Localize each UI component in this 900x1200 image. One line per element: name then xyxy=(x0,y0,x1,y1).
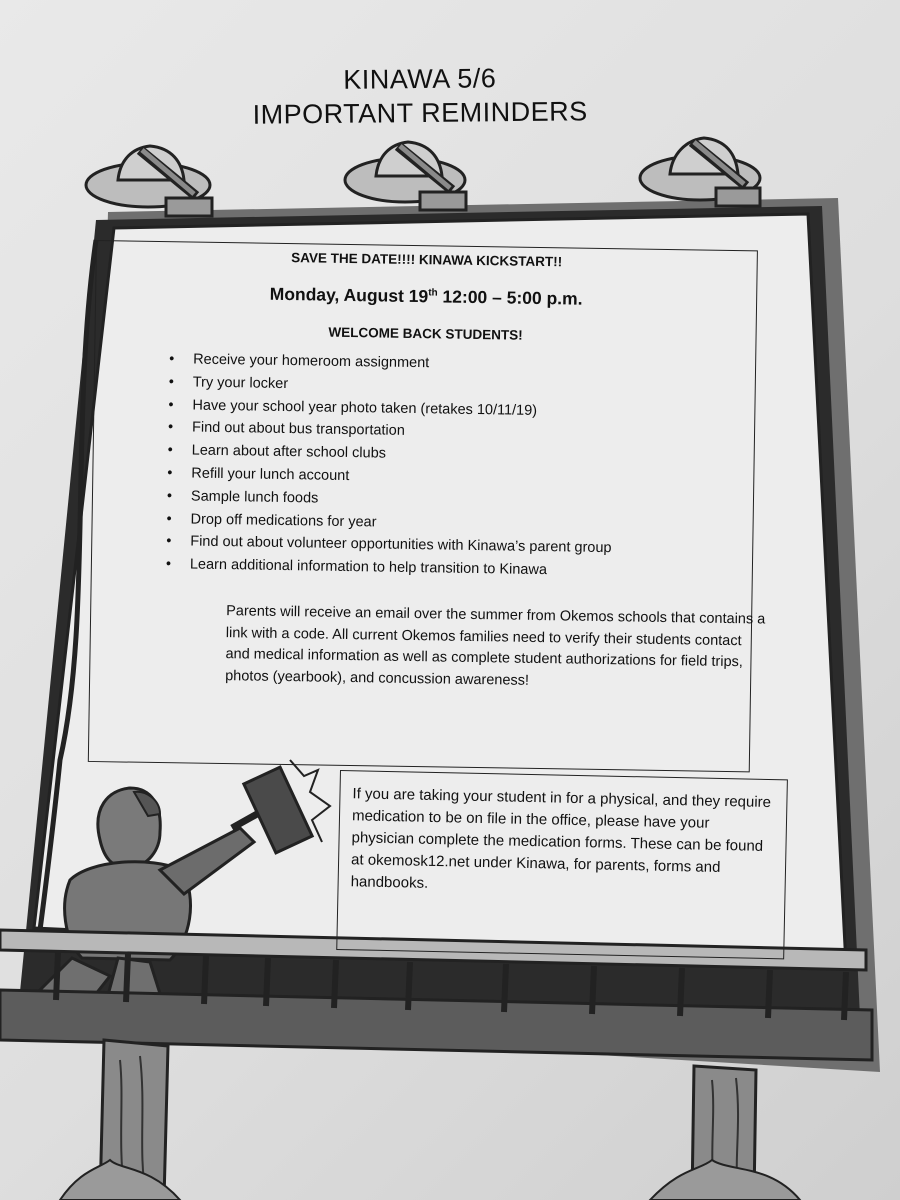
parents-email-note: Parents will receive an email over the summer from Okemos schools that contains a link with a code. All current Okemos families need to verify their students contact and medical information as well as complete student authorizations for field trips, photos (yearbook), and concussion awareness! xyxy=(225,603,766,689)
list-item: • Refill your lunch account xyxy=(163,462,613,492)
welcome-heading: WELCOME BACK STUDENTS! xyxy=(328,324,523,343)
list-item: • Sample lunch foods xyxy=(163,485,613,515)
list-item: • Receive your homeroom assignment xyxy=(165,348,615,378)
title-line-1: KINAWA 5/6 xyxy=(343,63,497,95)
event-date xyxy=(96,281,756,312)
medication-note: If you are taking your student in for a physical, and they require medication to be on file in the office, please have your physician complete the medication forms. These can be found at okemosk12.net under Kinawa, for parents, forms and handbooks. xyxy=(350,785,772,892)
save-the-date-heading: SAVE THE DATE!!!! KINAWA KICKSTART!! xyxy=(291,250,563,270)
billboard-posts xyxy=(60,1040,800,1200)
list-item: • Have your school year photo taken (retakes 10/11/19) xyxy=(164,394,614,424)
event-date-ordinal: th xyxy=(428,287,438,299)
lamp-right xyxy=(640,138,760,206)
event-date-day: Monday, August 19 xyxy=(269,283,429,307)
page-title xyxy=(190,60,651,133)
event-date-time: 12:00 – 5:00 p.m. xyxy=(437,286,583,309)
list-item: • Drop off medications for year xyxy=(162,508,612,538)
kickstart-notice-box xyxy=(88,240,766,772)
lamp-left xyxy=(86,146,212,216)
list-item: • Find out about volunteer opportunities with Kinawa’s parent group xyxy=(162,530,612,560)
list-item: • Learn about after school clubs xyxy=(164,439,614,469)
medication-notice-box xyxy=(336,770,788,959)
list-item: • Find out about bus transportation xyxy=(164,416,614,446)
list-item: • Try your locker xyxy=(165,371,615,401)
list-item: • Learn additional information to help transition to Kinawa xyxy=(162,553,612,583)
kickstart-checklist xyxy=(162,348,615,583)
title-line-2: IMPORTANT REMINDERS xyxy=(252,96,588,130)
lamp-center xyxy=(345,142,466,210)
